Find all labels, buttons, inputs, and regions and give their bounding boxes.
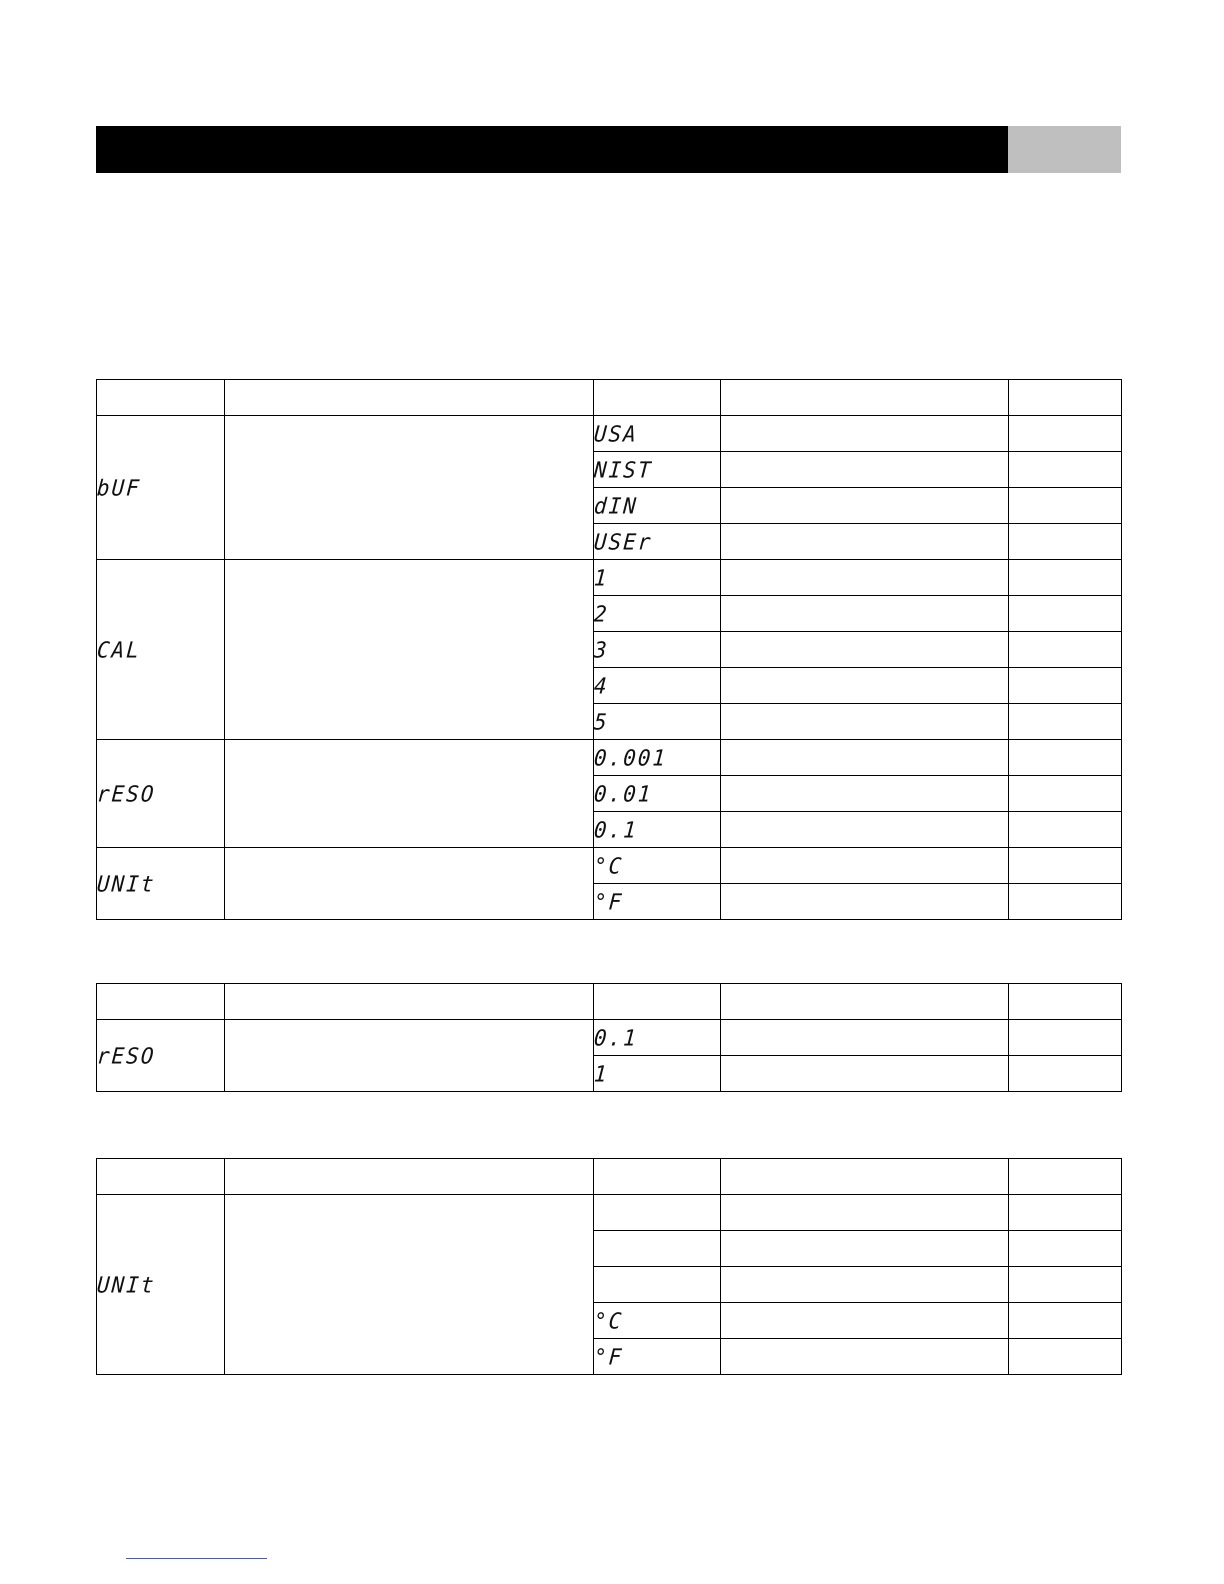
resolution-table bbox=[96, 983, 1122, 1092]
option-code: 3 bbox=[593, 636, 610, 663]
option-code: °C bbox=[593, 1307, 625, 1334]
table-row bbox=[97, 848, 1122, 884]
footer-link-underline[interactable] bbox=[126, 1558, 267, 1559]
param-code: rESO bbox=[96, 1042, 157, 1069]
table-row bbox=[97, 1195, 1122, 1231]
option-code: USEr bbox=[593, 528, 654, 555]
option-code: 0.01 bbox=[593, 780, 654, 807]
table-row bbox=[97, 1020, 1122, 1056]
param-code: rESO bbox=[96, 780, 157, 807]
param-description bbox=[225, 740, 594, 848]
section-header-bar bbox=[96, 126, 1008, 173]
table-header-row bbox=[97, 984, 1122, 1020]
param-code: UNIt bbox=[96, 870, 157, 897]
param-code: bUF bbox=[96, 474, 142, 501]
param-description bbox=[225, 560, 594, 740]
option-code: dIN bbox=[593, 492, 639, 519]
option-code: 5 bbox=[593, 708, 610, 735]
section-header-tab bbox=[1008, 126, 1121, 173]
option-code: USA bbox=[593, 420, 639, 447]
option-code: °C bbox=[593, 852, 625, 879]
option-code: °F bbox=[593, 888, 625, 915]
table-header-row bbox=[97, 1159, 1122, 1195]
param-description bbox=[225, 1195, 594, 1375]
param-code: UNIt bbox=[96, 1271, 157, 1298]
table-row bbox=[97, 416, 1122, 452]
option-code: 1 bbox=[593, 564, 610, 591]
param-description bbox=[225, 1020, 594, 1092]
option-code: NIST bbox=[593, 456, 654, 483]
param-description bbox=[225, 848, 594, 920]
option-code: 4 bbox=[593, 672, 610, 699]
option-code: 0.1 bbox=[593, 1024, 639, 1051]
unit-table bbox=[96, 1158, 1122, 1375]
ph-setup-table bbox=[96, 379, 1122, 920]
option-code: 2 bbox=[593, 600, 610, 627]
option-code: 0.1 bbox=[593, 816, 639, 843]
option-code: 0.001 bbox=[593, 744, 669, 771]
param-code: CAL bbox=[96, 636, 142, 663]
option-code: °F bbox=[593, 1343, 625, 1370]
option-code: 1 bbox=[593, 1060, 610, 1087]
table-row bbox=[97, 560, 1122, 596]
param-description bbox=[225, 416, 594, 560]
table-header-row bbox=[97, 380, 1122, 416]
table-row bbox=[97, 740, 1122, 776]
